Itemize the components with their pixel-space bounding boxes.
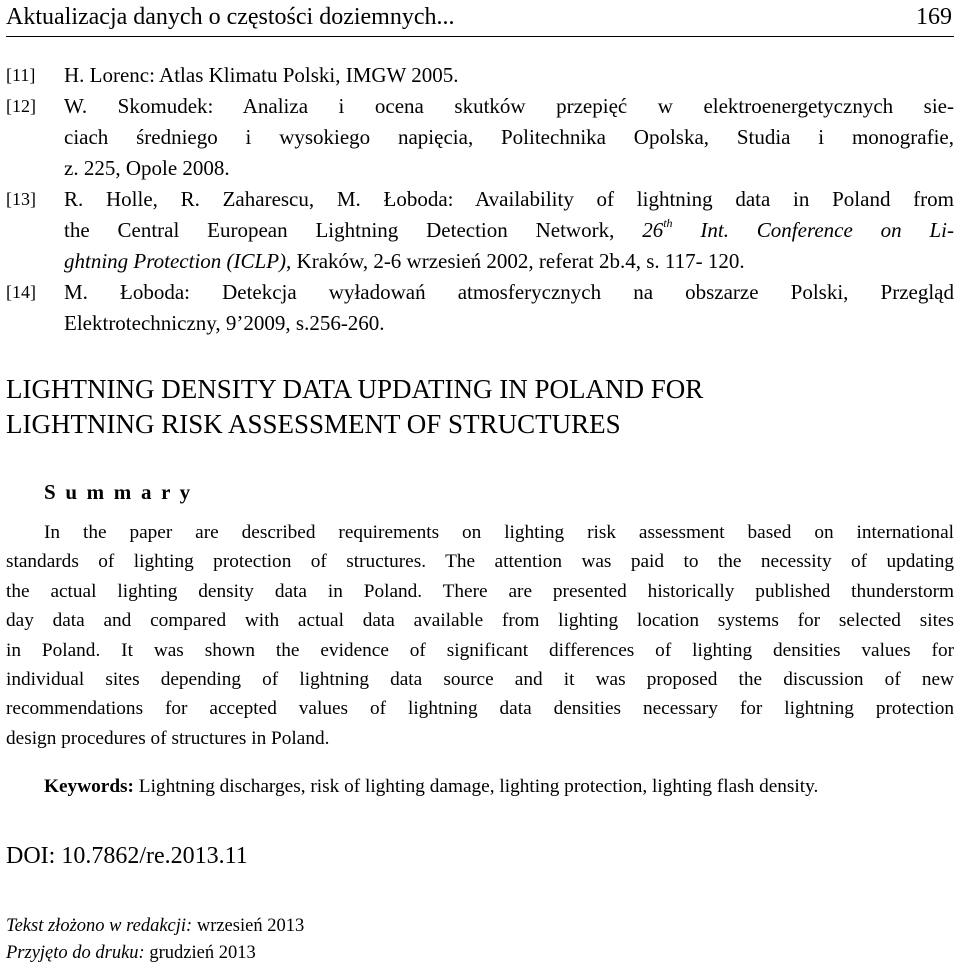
reference-item [6,184,954,277]
reference-line: z. 225, Opole 2008. [64,156,230,180]
abstract-line: individual sites depending of lightning data source and it was proposed the discussion of new [6,669,954,691]
keywords-text: Lightning discharges, risk of lighting damage, lighting protection, lighting flash density. [133,776,819,797]
ordinal-superscript: th [663,216,673,230]
abstract-line: recommendations for accepted values of lightning data densities necessary for lightning protection [6,698,954,720]
reference-line: W. Skomudek: Analiza i ocena skutków przepięć w elektroenergetycznych sie- [64,94,954,118]
reference-line: R. Holle, R. Zaharescu, M. Łoboda: Availability of lightning data in Poland from [64,187,954,211]
accepted-label: Przyjęto do druku: [6,943,145,963]
reference-item [6,277,954,339]
summary-heading: S u m m a r y [44,480,193,504]
received-value: wrzesień 2013 [192,916,305,936]
reference-number: [11] [6,65,36,85]
abstract-line: day data and compared with actual data available from lighting location systems for selected sites [6,610,954,632]
abstract-line: In the paper are described requirements on lighting risk assessment based on international [44,522,954,543]
english-title [6,372,954,442]
abstract-line: the actual lighting density data in Poland. There are presented historically published thunderstorm [6,580,954,602]
received-date [6,913,304,940]
reference-list [6,60,954,339]
keywords [44,772,944,801]
reference-text [64,91,954,184]
reference-segment: ghtning Protection (ICLP), [64,249,292,273]
reference-text [64,277,954,339]
reference-number: [13] [6,189,36,209]
reference-number: [12] [6,96,36,116]
reference-line: H. Lorenc: Atlas Klimatu Polski, IMGW 2005. [64,63,459,87]
received-label: Tekst złożono w redakcji: [6,916,193,936]
reference-item [6,60,954,91]
reference-line [64,246,954,277]
reference-segment: 26 [642,218,664,242]
reference-number: [14] [6,282,36,302]
reference-segment: the Central European Lightning Detection Network, [64,218,643,242]
reference-item [6,91,954,184]
publication-dates [6,913,304,967]
english-title-line: LIGHTNING RISK ASSESSMENT OF STRUCTURES [6,409,621,439]
reference-segment: Kraków, 2-6 wrzesień 2002, referat 2b.4, s. 117- 120. [291,249,745,273]
accepted-value: grudzień 2013 [144,943,256,963]
reference-line [64,215,954,246]
english-title-line: LIGHTNING DENSITY DATA UPDATING IN POLAND FOR [6,374,704,404]
reference-text [64,184,954,277]
abstract-line: in Poland. It was shown the evidence of significant differences of lighting densities values for [6,639,954,661]
reference-line: Elektrotechniczny, 9’2009, s.256-260. [64,311,385,335]
running-title: Aktualizacja danych o częstości doziemnych... [6,4,455,30]
reference-line: ciach średniego i wysokiego napięcia, Politechnika Opolska, Studia i monografie, [64,125,954,149]
accepted-date [6,940,304,967]
reference-line: M. Łoboda: Detekcja wyładowań atmosferycznych na obszarze Polski, Przegląd [64,280,954,304]
page-number: 169 [916,4,952,30]
running-header [6,0,954,37]
doi: DOI: 10.7862/re.2013.11 [6,843,248,869]
reference-segment: Int. Conference on Li- [672,218,955,242]
reference-text [64,60,954,91]
abstract-line: standards of lighting protection of structures. The attention was paid to the necessity of updating [6,551,954,573]
abstract-line: design procedures of structures in Poland. [6,727,330,749]
keywords-label: Keywords: [44,776,134,797]
abstract-text [6,518,954,753]
